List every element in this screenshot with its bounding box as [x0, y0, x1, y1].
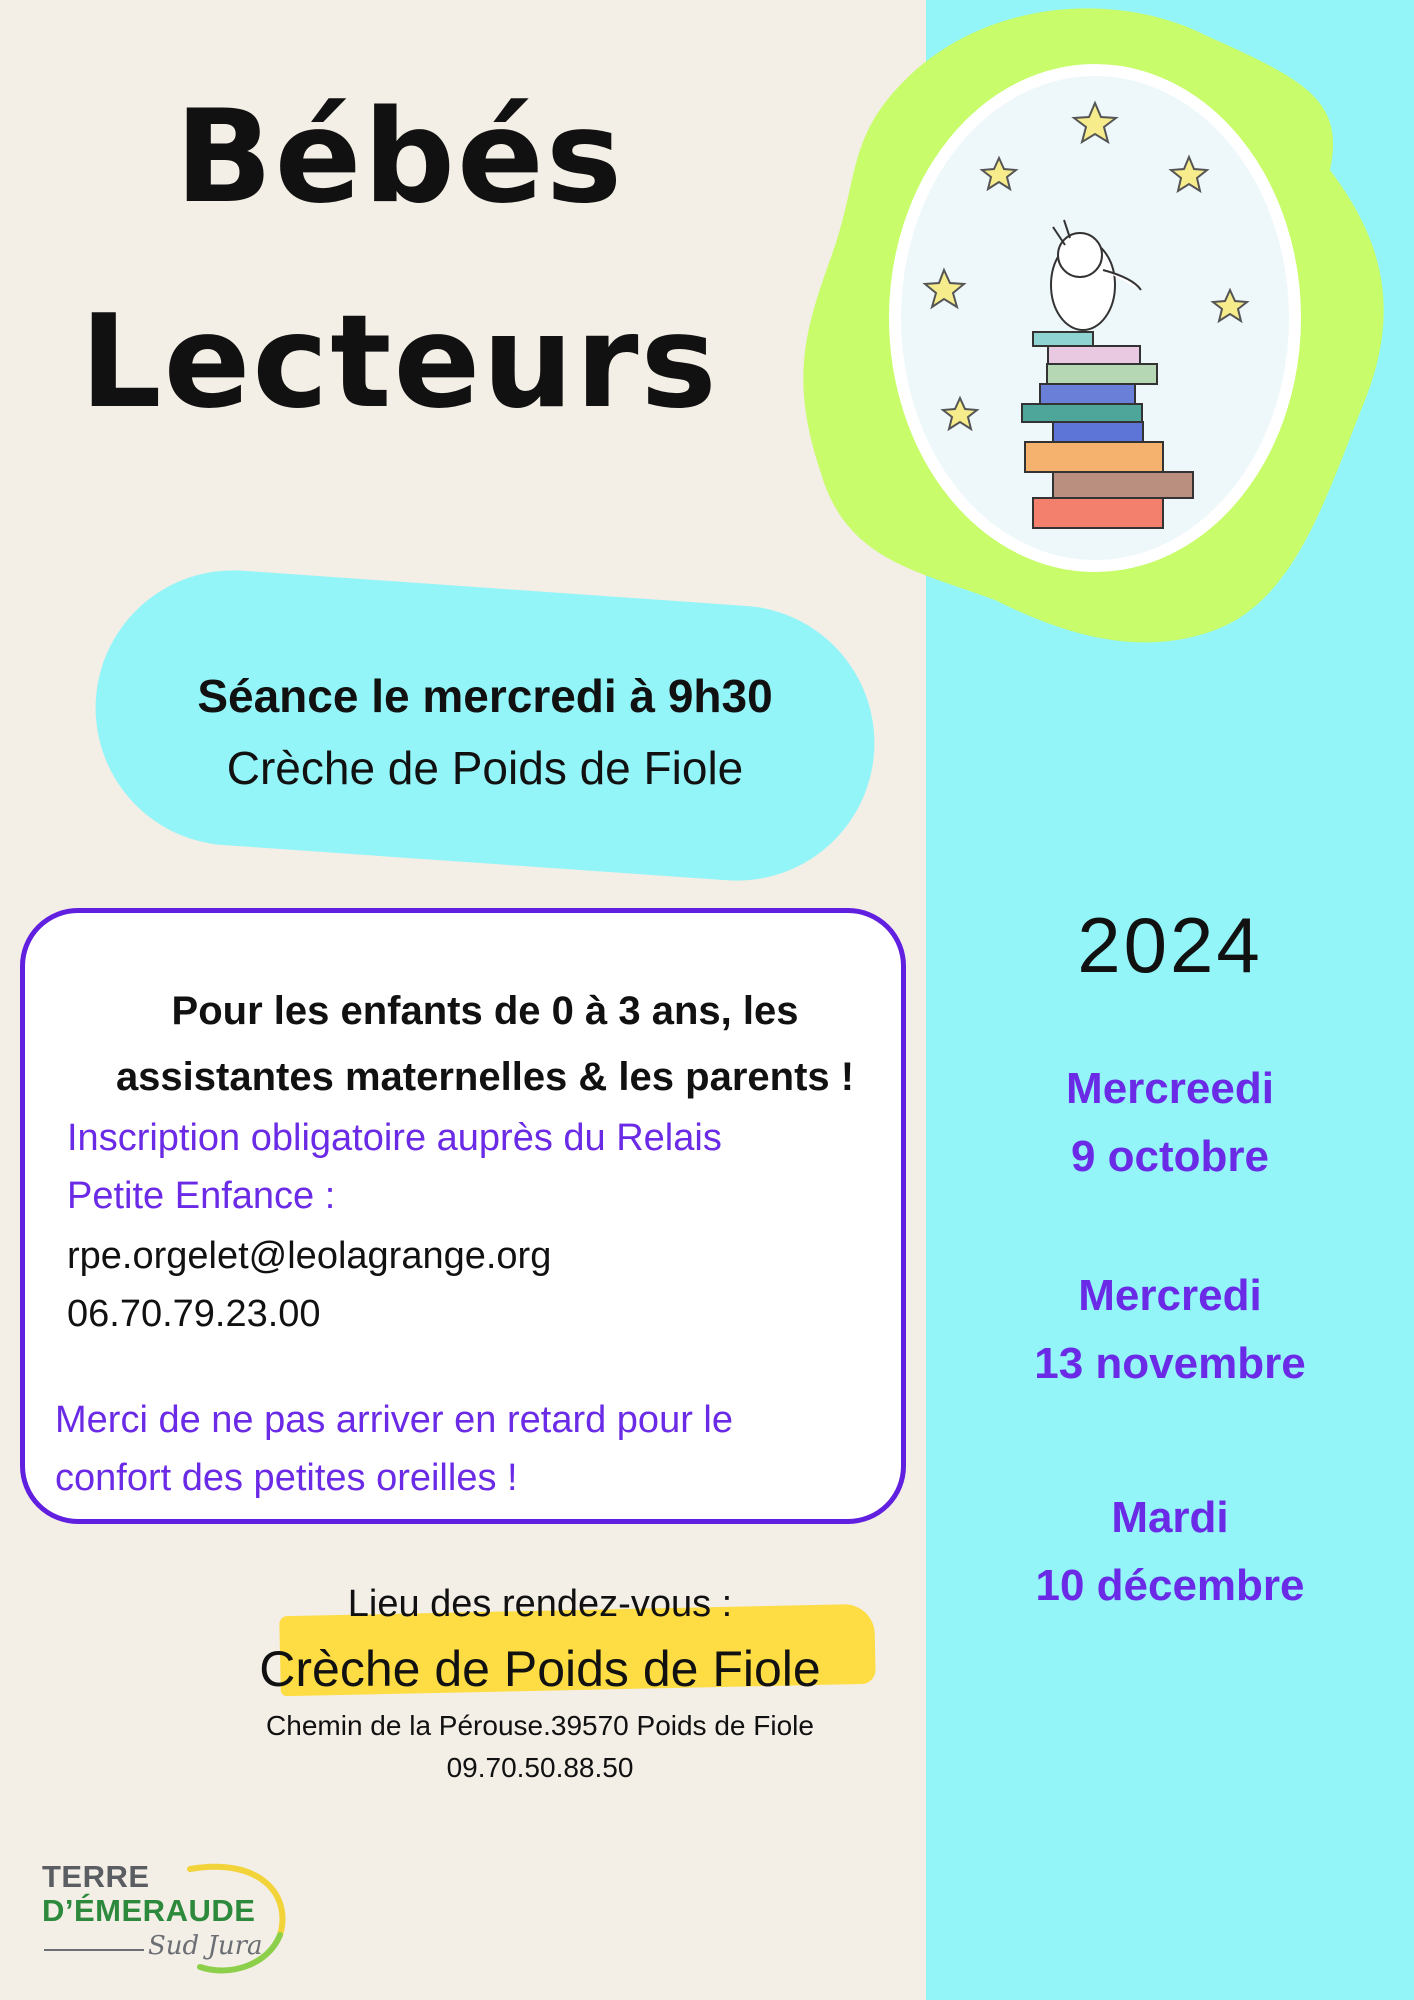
venue-info	[140, 1575, 940, 1789]
schedule-date-3	[980, 1484, 1360, 1620]
title-line-1: Bébés	[175, 83, 624, 232]
contact-email[interactable]: rpe.orgelet@leolagrange.org	[67, 1235, 552, 1277]
logo-line-3: Sud Jura	[148, 1931, 263, 1961]
audience-line-2: assistantes maternelles & les parents !	[115, 1055, 855, 1099]
info-box	[20, 908, 906, 1524]
venue-label: Lieu des rendez-vous :	[347, 1583, 733, 1625]
note-line-1: Merci de ne pas arriver en retard pour le	[55, 1399, 733, 1441]
registration-notice	[67, 1109, 847, 1225]
venue-name: Crèche de Poids de Fiole	[259, 1641, 821, 1697]
schedule-date: 10 décembre	[1035, 1561, 1305, 1610]
schedule-day: Mardi	[1111, 1493, 1229, 1542]
venue-phone: 09.70.50.88.50	[446, 1752, 634, 1783]
schedule-date: 13 novembre	[1034, 1339, 1306, 1388]
session-info	[95, 660, 875, 804]
registration-line-2: Petite Enfance :	[67, 1175, 336, 1217]
schedule-date-1	[980, 1055, 1360, 1191]
poster-title	[80, 55, 719, 465]
schedule-day: Mercredi	[1078, 1271, 1262, 1320]
schedule-year: 2024	[1077, 901, 1263, 989]
terre-demeraude-logo	[40, 1855, 300, 1975]
note-line-2: confort des petites oreilles !	[55, 1457, 518, 1499]
hero-illustration	[785, 0, 1405, 650]
audience-heading	[65, 978, 905, 1110]
schedule-date: 9 octobre	[1070, 1132, 1270, 1181]
logo-rule	[44, 1949, 144, 1951]
logo-line-1: TERRE	[42, 1859, 150, 1894]
title-line-2: Lecteurs	[80, 288, 719, 437]
audience-line-1: Pour les enfants de 0 à 3 ans, les	[171, 989, 799, 1033]
session-place: Crèche de Poids de Fiole	[226, 742, 744, 794]
punctuality-note	[55, 1391, 875, 1507]
logo-line-2: D’ÉMERAUDE	[42, 1893, 256, 1928]
contact-details	[67, 1227, 847, 1343]
contact-phone[interactable]: 06.70.79.23.00	[67, 1293, 321, 1335]
registration-line-1: Inscription obligatoire auprès du Relais	[67, 1117, 722, 1159]
schedule-date-2	[980, 1262, 1360, 1398]
venue-address: Chemin de la Pérouse.39570 Poids de Fiole	[266, 1710, 814, 1741]
schedule-day: Mercreedi	[1066, 1064, 1274, 1113]
session-time: Séance le mercredi à 9h30	[197, 670, 773, 722]
